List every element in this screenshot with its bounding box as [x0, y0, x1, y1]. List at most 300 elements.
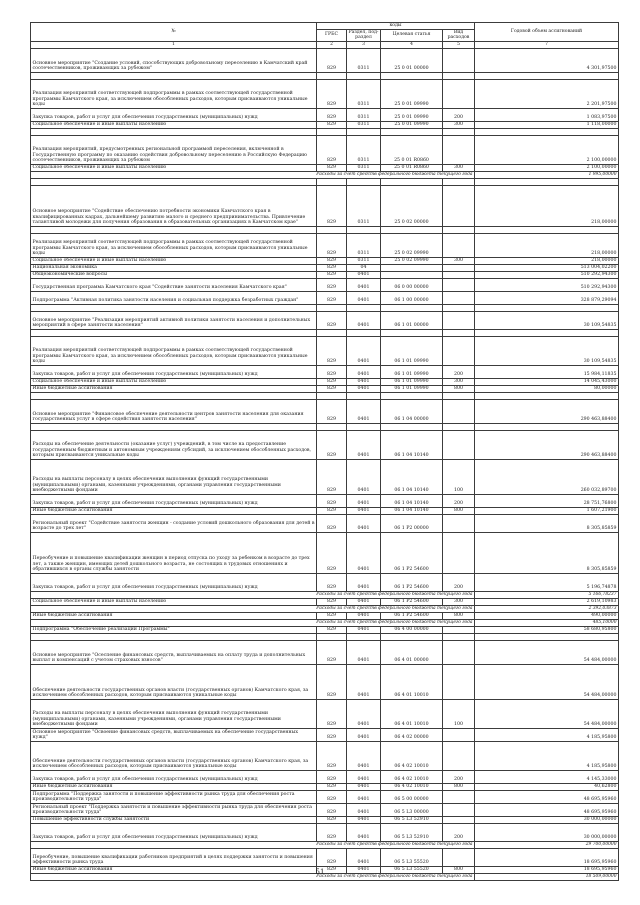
row-grbs: 829 — [317, 48, 347, 72]
table-row — [31, 264, 619, 271]
row-grbs: 829 — [317, 185, 347, 226]
row-amount: 218,00000 — [475, 233, 619, 257]
row-section: 0311 — [347, 108, 381, 121]
table-row — [31, 79, 619, 108]
row-grbs: 829 — [317, 311, 347, 329]
row-amount: 54 484,00000 — [475, 699, 619, 728]
row-name: Реализация мероприятий соответствующей подпрограммы в рамках соответствующей государственной программы Камчатского края, за исключением обособленных расходов, которым присваиваются уникальные коды — [31, 79, 317, 108]
row-section: 0401 — [347, 790, 381, 803]
row-grbs: 829 — [317, 848, 347, 866]
row-name: Социальное обеспечение и иные выплаты населению — [31, 164, 317, 171]
column-number: 7 — [475, 41, 619, 48]
row-expense-type — [443, 816, 475, 823]
row-amount: 5 196,74878 — [475, 573, 619, 591]
row-section: 0401 — [347, 494, 381, 507]
row-expense-type: 200 — [443, 823, 475, 841]
row-name: Региональный проект "Содействие занятости женщин - создание условий дошкольного образования для детей в возрасте до трех лет" — [31, 514, 317, 532]
row-name: Закупка товаров, работ и услуг для обеспечения государственных (муниципальных) нужд — [31, 494, 317, 507]
table-row — [31, 823, 619, 841]
header-grbs: ГРБС — [317, 29, 347, 41]
table-row — [31, 108, 619, 121]
row-grbs — [317, 329, 347, 336]
row-target-article — [381, 178, 443, 185]
row-expense-type — [443, 514, 475, 532]
row-amount: 30 000,00000 — [475, 823, 619, 841]
row-section: 0401 — [347, 866, 381, 873]
row-section: 0311 — [347, 48, 381, 72]
row-expense-type — [443, 430, 475, 459]
note-amount: 5 166,78237 — [475, 591, 619, 598]
row-amount: 510 292,94300 — [475, 271, 619, 278]
row-amount: 58 680,95800 — [475, 626, 619, 633]
row-amount: 8 305,85859 — [475, 532, 619, 573]
row-amount: 260 032,89700 — [475, 459, 619, 494]
row-grbs: 829 — [317, 803, 347, 816]
row-expense-type — [443, 640, 475, 664]
row-section: 0401 — [347, 728, 381, 741]
row-name — [31, 633, 317, 640]
row-target-article: 06 4 02 10010 — [381, 770, 443, 783]
row-name: Иные бюджетные ассигнования — [31, 866, 317, 873]
row-name: Закупка товаров, работ и услуг для обеспечения государственных (муниципальных) нужд — [31, 823, 317, 841]
table-row — [31, 48, 619, 72]
row-target-article: 25 0 01 09990 — [381, 121, 443, 128]
column-numbers-row — [31, 41, 619, 48]
row-expense-type: 300 — [443, 257, 475, 264]
row-expense-type: 300 — [443, 164, 475, 171]
row-section: 0401 — [347, 848, 381, 866]
table-row — [31, 385, 619, 392]
row-grbs: 829 — [317, 598, 347, 605]
row-grbs: 829 — [317, 790, 347, 803]
row-grbs: 829 — [317, 507, 347, 514]
row-amount: 28 751,76800 — [475, 494, 619, 507]
row-expense-type — [443, 803, 475, 816]
table-row — [31, 741, 619, 770]
federal-funds-note-row — [31, 619, 619, 626]
row-expense-type: 300 — [443, 121, 475, 128]
row-amount: 4 185,95800 — [475, 728, 619, 741]
note-amount: 18 509,00000 — [475, 873, 619, 880]
row-expense-type: 200 — [443, 573, 475, 591]
row-amount — [475, 226, 619, 233]
row-name: Обеспечение деятельности государственных органов власти (государственных органов) Камчатского края, за исключением обособленных расходов, которым присваиваются уникальные коды — [31, 664, 317, 699]
row-section: 0311 — [347, 164, 381, 171]
table-row — [31, 664, 619, 699]
row-expense-type: 300 — [443, 378, 475, 385]
note-label: Расходы за счет средств федерального бюджета текущего года — [31, 605, 475, 612]
row-grbs: 829 — [317, 612, 347, 619]
header-vr: Вид расходов — [443, 29, 475, 41]
row-expense-type — [443, 633, 475, 640]
row-grbs: 829 — [317, 135, 347, 164]
row-target-article: 06 4 00 00000 — [381, 626, 443, 633]
row-name: Социальное обеспечение и иные выплаты населению — [31, 598, 317, 605]
row-target-article: 06 1 01 09990 — [381, 365, 443, 378]
row-amount — [475, 304, 619, 311]
row-name: Реализация мероприятий соответствующей подпрограммы в рамках соответствующей государственной программы Камчатского края, за исключением обособленных расходов, которым присваиваются уникальные коды — [31, 233, 317, 257]
row-amount: 513 004,02200 — [475, 264, 619, 271]
row-amount: 48 695,95960 — [475, 790, 619, 803]
row-expense-type — [443, 135, 475, 164]
row-grbs: 829 — [317, 399, 347, 423]
row-target-article: 06 1 00 00000 — [381, 291, 443, 304]
row-name: Социальное обеспечение и иные выплаты населению — [31, 378, 317, 385]
row-amount: 1 083,97500 — [475, 108, 619, 121]
row-expense-type — [443, 741, 475, 770]
row-target-article: 25 0 02 00000 — [381, 185, 443, 226]
budget-table — [30, 22, 619, 881]
row-section: 0401 — [347, 291, 381, 304]
table-row — [31, 803, 619, 816]
row-grbs — [317, 72, 347, 79]
row-target-article: 25 0 01 R0860 — [381, 135, 443, 164]
row-expense-type — [443, 392, 475, 399]
row-section — [347, 128, 381, 135]
row-target-article: 06 1 04 10140 — [381, 494, 443, 507]
row-name — [31, 226, 317, 233]
row-name: Основное мероприятие "Создание условий, способствующих добровольному переселению в Камчатский край соотечественников, проживающих за рубежом" — [31, 48, 317, 72]
table-row — [31, 514, 619, 532]
header-cs: Целевая статья — [381, 29, 443, 41]
column-number: 2 — [317, 41, 347, 48]
row-section: 0401 — [347, 699, 381, 728]
row-name: Основное мероприятие "Финансовое обеспечение деятельности центров занятости населения для оказания государственных услуг в сфере содействия занятости населения" — [31, 399, 317, 423]
row-expense-type: 300 — [443, 598, 475, 605]
row-name: Подпрограмма "Обеспечение реализации Программы" — [31, 626, 317, 633]
row-name — [31, 128, 317, 135]
row-section — [347, 178, 381, 185]
row-expense-type: 200 — [443, 365, 475, 378]
row-name: Закупка товаров, работ и услуг для обеспечения государственных (муниципальных) нужд — [31, 108, 317, 121]
row-name: Закупка товаров, работ и услуг для обеспечения государственных (муниципальных) нужд — [31, 770, 317, 783]
row-section — [347, 304, 381, 311]
row-target-article: 06 5 L3 55520 — [381, 866, 443, 873]
row-expense-type — [443, 79, 475, 108]
row-section: 0401 — [347, 741, 381, 770]
row-section — [347, 329, 381, 336]
row-grbs: 829 — [317, 640, 347, 664]
row-name: Подпрограмма "Поддержка занятости и повышение эффективности рынка труда для обеспечения роста производительности труда" — [31, 790, 317, 803]
row-grbs: 829 — [317, 271, 347, 278]
row-expense-type: 200 — [443, 108, 475, 121]
row-expense-type — [443, 311, 475, 329]
row-amount: 490,00000 — [475, 612, 619, 619]
row-target-article: 06 4 01 00000 — [381, 640, 443, 664]
row-section: 0401 — [347, 271, 381, 278]
note-amount: 1 995,00000 — [475, 171, 619, 178]
row-expense-type: 800 — [443, 866, 475, 873]
row-grbs: 829 — [317, 378, 347, 385]
row-section: 0401 — [347, 385, 381, 392]
row-name: Основное мероприятие "Содействие обеспечению потребности экономики Камчатского края в квалифицированных кадрах, дальнейшему развитию малого и среднего предпринимательства. Привлечение талантливой молодежи для получения образования в образовательных организациях в Камчатском крае" — [31, 185, 317, 226]
row-amount: 218,00000 — [475, 257, 619, 264]
table-row — [31, 640, 619, 664]
note-label: Расходы за счет средств федерального бюджета текущего года — [31, 619, 475, 626]
row-name — [31, 423, 317, 430]
row-expense-type — [443, 790, 475, 803]
row-amount: 328 879,29094 — [475, 291, 619, 304]
row-expense-type — [443, 128, 475, 135]
table-row — [31, 336, 619, 365]
table-row — [31, 612, 619, 619]
row-target-article: 06 5 L3 55520 — [381, 848, 443, 866]
row-target-article: 06 1 01 00000 — [381, 311, 443, 329]
table-row — [31, 271, 619, 278]
row-section: 0311 — [347, 257, 381, 264]
row-target-article: 06 5 L3 52910 — [381, 823, 443, 841]
row-grbs: 829 — [317, 278, 347, 291]
row-amount: 4 145,33000 — [475, 770, 619, 783]
table-row — [31, 507, 619, 514]
row-section: 0401 — [347, 803, 381, 816]
row-expense-type — [443, 226, 475, 233]
row-grbs: 829 — [317, 664, 347, 699]
table-row — [31, 699, 619, 728]
row-target-article — [381, 226, 443, 233]
column-number: 5 — [443, 41, 475, 48]
row-section: 0401 — [347, 626, 381, 633]
row-target-article: 06 5 L3 52910 — [381, 816, 443, 823]
row-name: Социальное обеспечение и иные выплаты населению — [31, 257, 317, 264]
row-amount: 30 109,54835 — [475, 311, 619, 329]
row-amount: 218,00000 — [475, 185, 619, 226]
row-expense-type: 800 — [443, 612, 475, 619]
row-grbs: 829 — [317, 365, 347, 378]
table-row — [31, 128, 619, 135]
note-label: Расходы за счет средств федерального бюджета текущего года — [31, 873, 475, 880]
row-name: Основное мероприятие "Освоение финансовых средств, выплачиваемых на обеспечение государственных нужд" — [31, 728, 317, 741]
row-expense-type: 100 — [443, 459, 475, 494]
row-target-article: 06 1 01 09990 — [381, 378, 443, 385]
row-target-article — [381, 271, 443, 278]
row-name: Региональный проект "Поддержка занятости и повышение эффективности рынка труда для обеспечения роста производительности труда" — [31, 803, 317, 816]
row-section: 0401 — [347, 573, 381, 591]
row-name: Основное мероприятие "Осеспение финансовых средств, выплачиваемых на оплату труда и дополнительных выплат и компенсаций с учетом страховых взносов" — [31, 640, 317, 664]
row-expense-type — [443, 423, 475, 430]
row-name: Переобучение, повышение квалификации работников предприятий в целях поддержки занятости и повышения эффективности рынка труда — [31, 848, 317, 866]
row-name: Повышение эффективности службы занятости — [31, 816, 317, 823]
row-name: Реализация мероприятий соответствующей подпрограммы в рамках соответствующей государственной программы Камчатского края, за исключением обособленных расходов, которым присваиваются уникальные коды — [31, 336, 317, 365]
table-row — [31, 378, 619, 385]
row-section: 0401 — [347, 399, 381, 423]
row-grbs: 829 — [317, 573, 347, 591]
table-row — [31, 770, 619, 783]
note-amount: 485,10000 — [475, 619, 619, 626]
row-section: 0401 — [347, 532, 381, 573]
row-target-article — [381, 72, 443, 79]
row-expense-type — [443, 626, 475, 633]
federal-funds-note-row — [31, 171, 619, 178]
row-target-article: 06 5 00 00000 — [381, 790, 443, 803]
row-target-article: 25 0 01 R0860 — [381, 164, 443, 171]
row-section — [347, 392, 381, 399]
row-target-article: 25 0 02 09990 — [381, 233, 443, 257]
row-target-article — [381, 633, 443, 640]
row-name: Государственная программа Камчатского края "Содействие занятости населения Камчатского края" — [31, 278, 317, 291]
row-amount: 1 118,00000 — [475, 121, 619, 128]
row-grbs: 829 — [317, 430, 347, 459]
row-amount: 290 463,88400 — [475, 399, 619, 423]
table-row — [31, 291, 619, 304]
row-grbs: 829 — [317, 121, 347, 128]
note-label: Расходы за счет средств федерального бюджета текущего года — [31, 591, 475, 598]
table-row — [31, 626, 619, 633]
row-target-article — [381, 264, 443, 271]
row-grbs: 829 — [317, 626, 347, 633]
row-expense-type — [443, 664, 475, 699]
row-section: 0311 — [347, 135, 381, 164]
row-grbs: 829 — [317, 385, 347, 392]
row-grbs: 829 — [317, 532, 347, 573]
row-section: 0401 — [347, 598, 381, 605]
row-amount: 15 984,11835 — [475, 365, 619, 378]
column-number: 3 — [347, 41, 381, 48]
row-section — [347, 633, 381, 640]
row-grbs: 829 — [317, 459, 347, 494]
row-grbs — [317, 392, 347, 399]
row-grbs: 829 — [317, 866, 347, 873]
row-grbs — [317, 423, 347, 430]
column-number: 4 — [381, 41, 443, 48]
row-grbs: 829 — [317, 336, 347, 365]
row-section: 0401 — [347, 378, 381, 385]
row-grbs: 829 — [317, 79, 347, 108]
row-section — [347, 226, 381, 233]
row-name: Национальная экономика — [31, 264, 317, 271]
row-amount: 80,00000 — [475, 385, 619, 392]
row-section: 0401 — [347, 640, 381, 664]
row-section: 0401 — [347, 514, 381, 532]
row-name: Закупка товаров, работ и услуг для обеспечения государственных (муниципальных) нужд — [31, 573, 317, 591]
row-target-article — [381, 304, 443, 311]
row-target-article — [381, 423, 443, 430]
row-name: Основное мероприятие "Реализация мероприятий активной политики занятости населения и дополнительных мероприятий в сфере занятости населения" — [31, 311, 317, 329]
table-row — [31, 633, 619, 640]
row-expense-type: 200 — [443, 770, 475, 783]
row-section: 0401 — [347, 430, 381, 459]
row-target-article: 25 0 02 09990 — [381, 257, 443, 264]
budget-page — [30, 22, 618, 881]
note-label: Расходы за счет средств федерального бюджета текущего года — [31, 841, 475, 848]
row-name: Иные бюджетные ассигнования — [31, 385, 317, 392]
row-grbs — [317, 633, 347, 640]
row-name: Иные бюджетные ассигнования — [31, 507, 317, 514]
row-expense-type — [443, 72, 475, 79]
row-name — [31, 178, 317, 185]
row-section: 0401 — [347, 664, 381, 699]
row-amount: 18 695,95960 — [475, 848, 619, 866]
row-target-article: 25 0 01 09990 — [381, 108, 443, 121]
row-grbs: 829 — [317, 514, 347, 532]
header-codes: коды — [317, 23, 475, 30]
row-name: Иные бюджетные ассигнования — [31, 612, 317, 619]
row-target-article: 06 4 02 00000 — [381, 728, 443, 741]
row-expense-type: 800 — [443, 783, 475, 790]
row-amount: 2 100,00000 — [475, 164, 619, 171]
row-amount: 30 000,00000 — [475, 816, 619, 823]
row-section: 0401 — [347, 459, 381, 494]
table-body — [31, 41, 619, 880]
row-expense-type — [443, 532, 475, 573]
table-row — [31, 178, 619, 185]
table-row — [31, 185, 619, 226]
row-section: 0401 — [347, 816, 381, 823]
header-rz: Раздел, под- раздел — [347, 29, 381, 41]
row-amount: 54 484,00000 — [475, 640, 619, 664]
row-target-article: 06 1 04 00000 — [381, 399, 443, 423]
row-section: 04 — [347, 264, 381, 271]
row-name — [31, 304, 317, 311]
note-amount: 2 392,03873 — [475, 605, 619, 612]
note-label: Расходы за счет средств федерального бюджета текущего года — [31, 171, 475, 178]
table-row — [31, 423, 619, 430]
row-name: Социальное обеспечение и иные выплаты населению — [31, 121, 317, 128]
row-section: 0311 — [347, 79, 381, 108]
table-row — [31, 598, 619, 605]
row-amount: 8 305,85859 — [475, 514, 619, 532]
row-section: 0401 — [347, 311, 381, 329]
row-name: Закупка товаров, работ и услуг для обеспечения государственных (муниципальных) нужд — [31, 365, 317, 378]
row-grbs: 829 — [317, 164, 347, 171]
table-row — [31, 72, 619, 79]
row-target-article: 06 4 02 10010 — [381, 783, 443, 790]
row-section: 0401 — [347, 612, 381, 619]
row-grbs: 829 — [317, 108, 347, 121]
row-amount: 18 695,95960 — [475, 866, 619, 873]
row-target-article: 06 1 P2 54600 — [381, 612, 443, 619]
row-target-article: 06 1 04 10140 — [381, 459, 443, 494]
row-target-article: 06 1 P2 54600 — [381, 532, 443, 573]
row-name: Общеэкономические вопросы — [31, 271, 317, 278]
row-section: 0311 — [347, 233, 381, 257]
row-amount: 4 301,97500 — [475, 48, 619, 72]
row-target-article — [381, 128, 443, 135]
row-name: Иные бюджетные ассигнования — [31, 783, 317, 790]
row-expense-type — [443, 278, 475, 291]
table-row — [31, 783, 619, 790]
table-row — [31, 311, 619, 329]
row-amount: 2 100,00000 — [475, 135, 619, 164]
row-amount — [475, 423, 619, 430]
row-amount: 54 484,00000 — [475, 664, 619, 699]
row-target-article — [381, 329, 443, 336]
row-expense-type — [443, 291, 475, 304]
row-amount — [475, 329, 619, 336]
row-name: Расходы на выплаты персоналу в целях обеспечения выполнения функций государственными (муниципальными) органами, казенными учреждениями, органами управления государственными внебюджетными фондами — [31, 459, 317, 494]
row-amount: 40,62800 — [475, 783, 619, 790]
row-amount — [475, 128, 619, 135]
row-expense-type: 800 — [443, 385, 475, 392]
table-row — [31, 278, 619, 291]
table-row — [31, 121, 619, 128]
table-row — [31, 164, 619, 171]
row-amount: 510 292,94300 — [475, 278, 619, 291]
row-grbs — [317, 304, 347, 311]
row-expense-type — [443, 185, 475, 226]
header-sum: Годовой объем ассигнований — [475, 23, 619, 42]
row-grbs: 829 — [317, 741, 347, 770]
row-amount: 2 201,97500 — [475, 79, 619, 108]
row-name — [31, 72, 317, 79]
row-name: Расходы на выплаты персоналу в целях обеспечения выполнения функций государственными (муниципальными) органами, казенными учреждениями, органами управления государственными внебюджетными фондами — [31, 699, 317, 728]
row-amount: 290 463,88400 — [475, 430, 619, 459]
table-row — [31, 430, 619, 459]
page-number: 51 — [315, 868, 325, 876]
row-amount: 48 695,95960 — [475, 803, 619, 816]
row-section: 0401 — [347, 770, 381, 783]
row-section: 0401 — [347, 336, 381, 365]
